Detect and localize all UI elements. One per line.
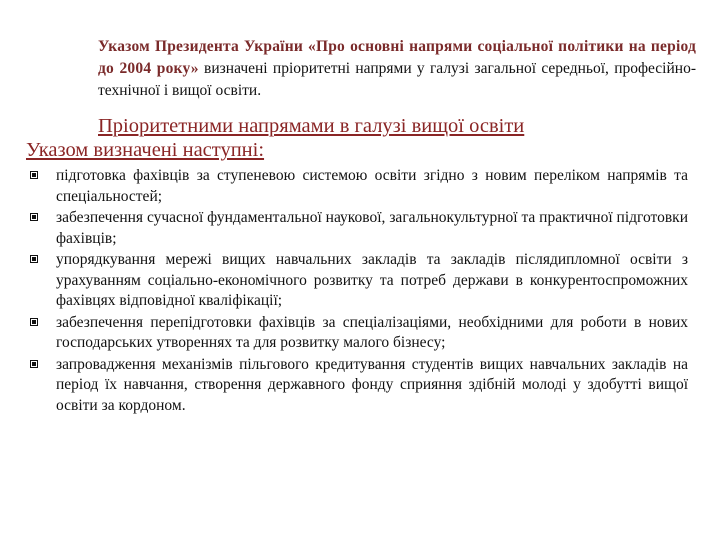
list-item xyxy=(26,250,688,312)
list-item xyxy=(26,313,688,354)
section-heading xyxy=(26,114,706,162)
square-bullet-icon xyxy=(30,171,38,179)
heading-line-2: Указом визначені наступні: xyxy=(26,139,265,161)
list-item xyxy=(26,166,688,207)
list-item-text: забезпечення перепідготовки фахівців за спеціалізаціями, необхідними для роботи в нових господарських утвореннях та для розвитку малого бізнесу; xyxy=(56,313,688,351)
list-item-text: забезпечення сучасної фундаментальної наукової, загальнокультурної та практичної підготовки фахівців; xyxy=(56,209,688,247)
square-bullet-icon xyxy=(30,213,38,221)
priority-list xyxy=(26,166,688,417)
list-item-text: запровадження механізмів пільгового кредитування студентів вищих навчальних закладів на період їх навчання, створення державного фонду сприяння здібній молоді у здобутті вищої освіти за кордоном. xyxy=(56,355,688,414)
list-item xyxy=(26,355,688,417)
square-bullet-icon xyxy=(30,318,38,326)
list-item xyxy=(26,208,688,249)
list-item-text: упорядкування мережі вищих навчальних закладів та закладів післядипломної освіти з урахуванням соціально-економічного розвитку та потреб держави в конкурентоспроможних фахівцях відповідної кваліфікації; xyxy=(56,251,688,309)
list-item-text: підготовка фахівців за ступеневою системою освіти згідно з новим переліком напрямів та спеціальностей; xyxy=(56,167,688,205)
decree-title: Указом Президента України «Про основні напрями соціальної політики на період до 2004 року» xyxy=(98,38,696,77)
intro-paragraph xyxy=(26,36,696,102)
heading-line-1: Пріоритетними напрямами в галузі вищої освіти xyxy=(98,115,525,137)
square-bullet-icon xyxy=(30,255,38,263)
intro-text: визначені пріоритетні напрями у галузі загальної середньої, професійно-технічної і вищої освіти. xyxy=(98,60,696,99)
square-bullet-icon xyxy=(30,360,38,368)
